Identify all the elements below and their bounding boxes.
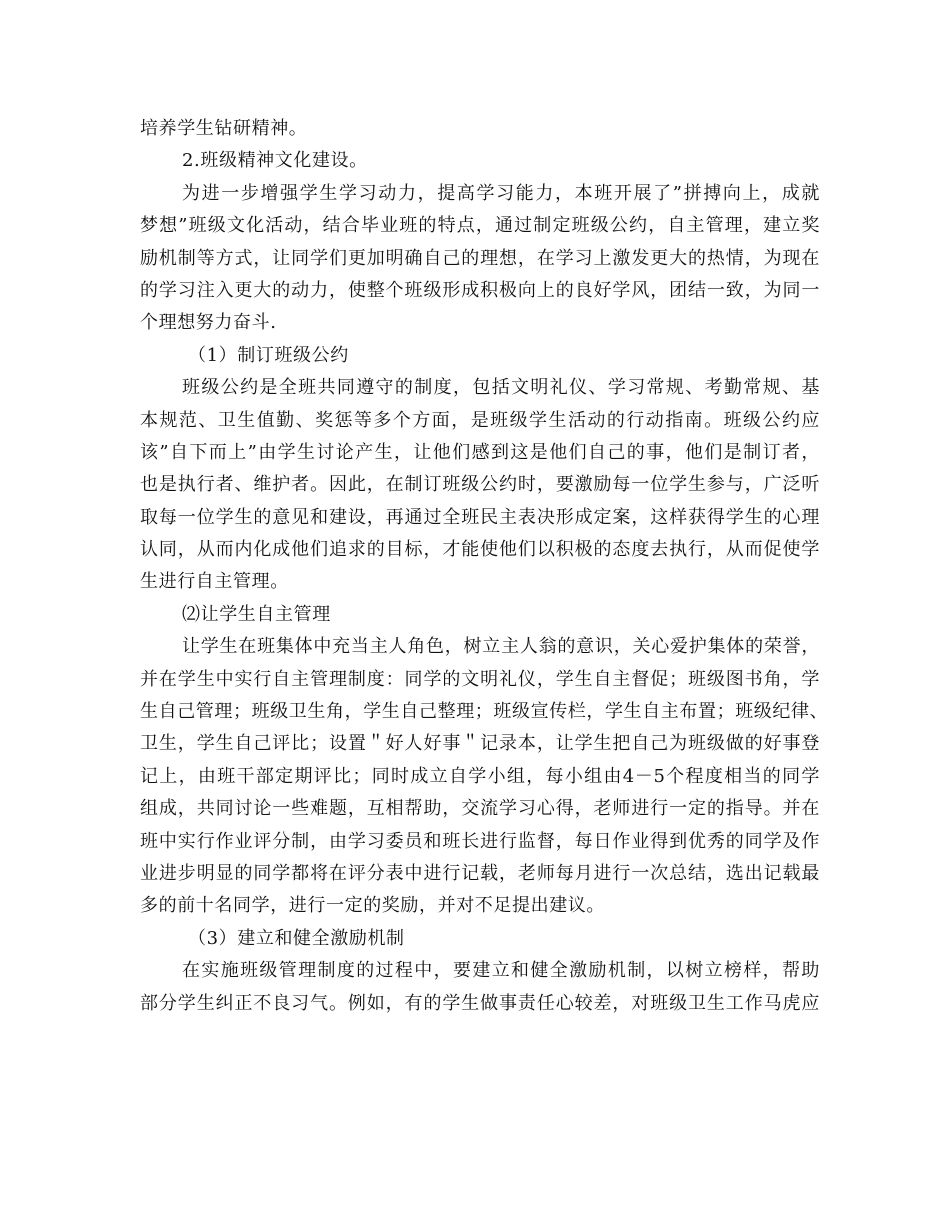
text-line: 该”自下而上”由学生讨论产生，让他们感到这是他们自己的事，他们是制订者， (140, 441, 820, 463)
text-line: 本规范、卫生值勤、奖惩等多个方面，是班级学生活动的行动指南。班级公约应 (140, 409, 820, 431)
text-line: 让学生在班集体中充当主人角色，树立主人翁的意识，关心爱护集体的荣誉， (182, 636, 820, 658)
text-line: （1）制订班级公约 (188, 344, 349, 366)
text-line: 梦想”班级文化活动，结合毕业班的特点，通过制定班级公约，自主管理，建立奖 (140, 215, 820, 237)
text-line: 个理想努力奋斗. (140, 312, 277, 334)
text-line: 班级公约是全班共同遵守的制度，包括文明礼仪、学习常规、考勤常规、基 (182, 377, 820, 399)
text-line: 并在学生中实行自主管理制度：同学的文明礼仪，学生自主督促；班级图书角，学 (140, 668, 820, 690)
text-line: 生自己管理；班级卫生角，学生自己整理；班级宣传栏，学生自主布置；班级纪律、 (140, 701, 829, 723)
text-line: 取每一位学生的意见和建设，再通过全班民主表决形成定案，这样获得学生的心理 (140, 506, 820, 528)
text-line: 的学习注入更大的动力，使整个班级形成积极向上的良好学风，团结一致，为同一 (140, 279, 820, 301)
text-line: 卫生，学生自己评比；设置＂好人好事＂记录本，让学生把自己为班级做的好事登 (140, 733, 820, 755)
text-line: 2.班级精神文化建设。 (182, 150, 368, 172)
text-line: 生进行自主管理。 (140, 571, 289, 593)
text-line: 培养学生钻研精神。 (140, 118, 308, 139)
text-line: 班中实行作业评分制，由学习委员和班长进行监督，每日作业得到优秀的同学及作 (140, 830, 820, 852)
text-line: 多的前十名同学，进行一定的奖励，并对不足提出建议。 (140, 895, 605, 917)
text-line: 记上，由班干部定期评比；同时成立自学小组，每小组由4－5个程度相当的同学 (140, 765, 820, 787)
text-line: 部分学生纠正不良习气。例如，有的学生做事责任心较差，对班级卫生工作马虎应 (140, 992, 820, 1014)
document-page (140, 113, 829, 1020)
text-line: （3）建立和健全激励机制 (188, 927, 405, 949)
text-line: 组成，共同讨论一些难题，互相帮助，交流学习心得，老师进行一定的指导。并在 (140, 798, 820, 820)
text-line: 业进步明显的同学都将在评分表中进行记载，老师每月进行一次总结，选出记载最 (140, 862, 820, 884)
text-line: ⑵让学生自主管理 (182, 603, 331, 625)
text-line: 为进一步增强学生学习动力，提高学习能力，本班开展了”拼搏向上，成就 (182, 182, 820, 204)
text-line: 也是执行者、维护者。因此，在制订班级公约时，要激励每一位学生参与，广泛听 (140, 474, 820, 496)
text-line: 认同，从而内化成他们追求的目标，才能使他们以积极的态度去执行，从而促使学 (140, 539, 820, 561)
text-line: 在实施班级管理制度的过程中，要建立和健全激励机制，以树立榜样，帮助 (182, 960, 820, 982)
text-line: 励机制等方式，让同学们更加明确自己的理想，在学习上激发更大的热情，为现在 (140, 247, 820, 269)
